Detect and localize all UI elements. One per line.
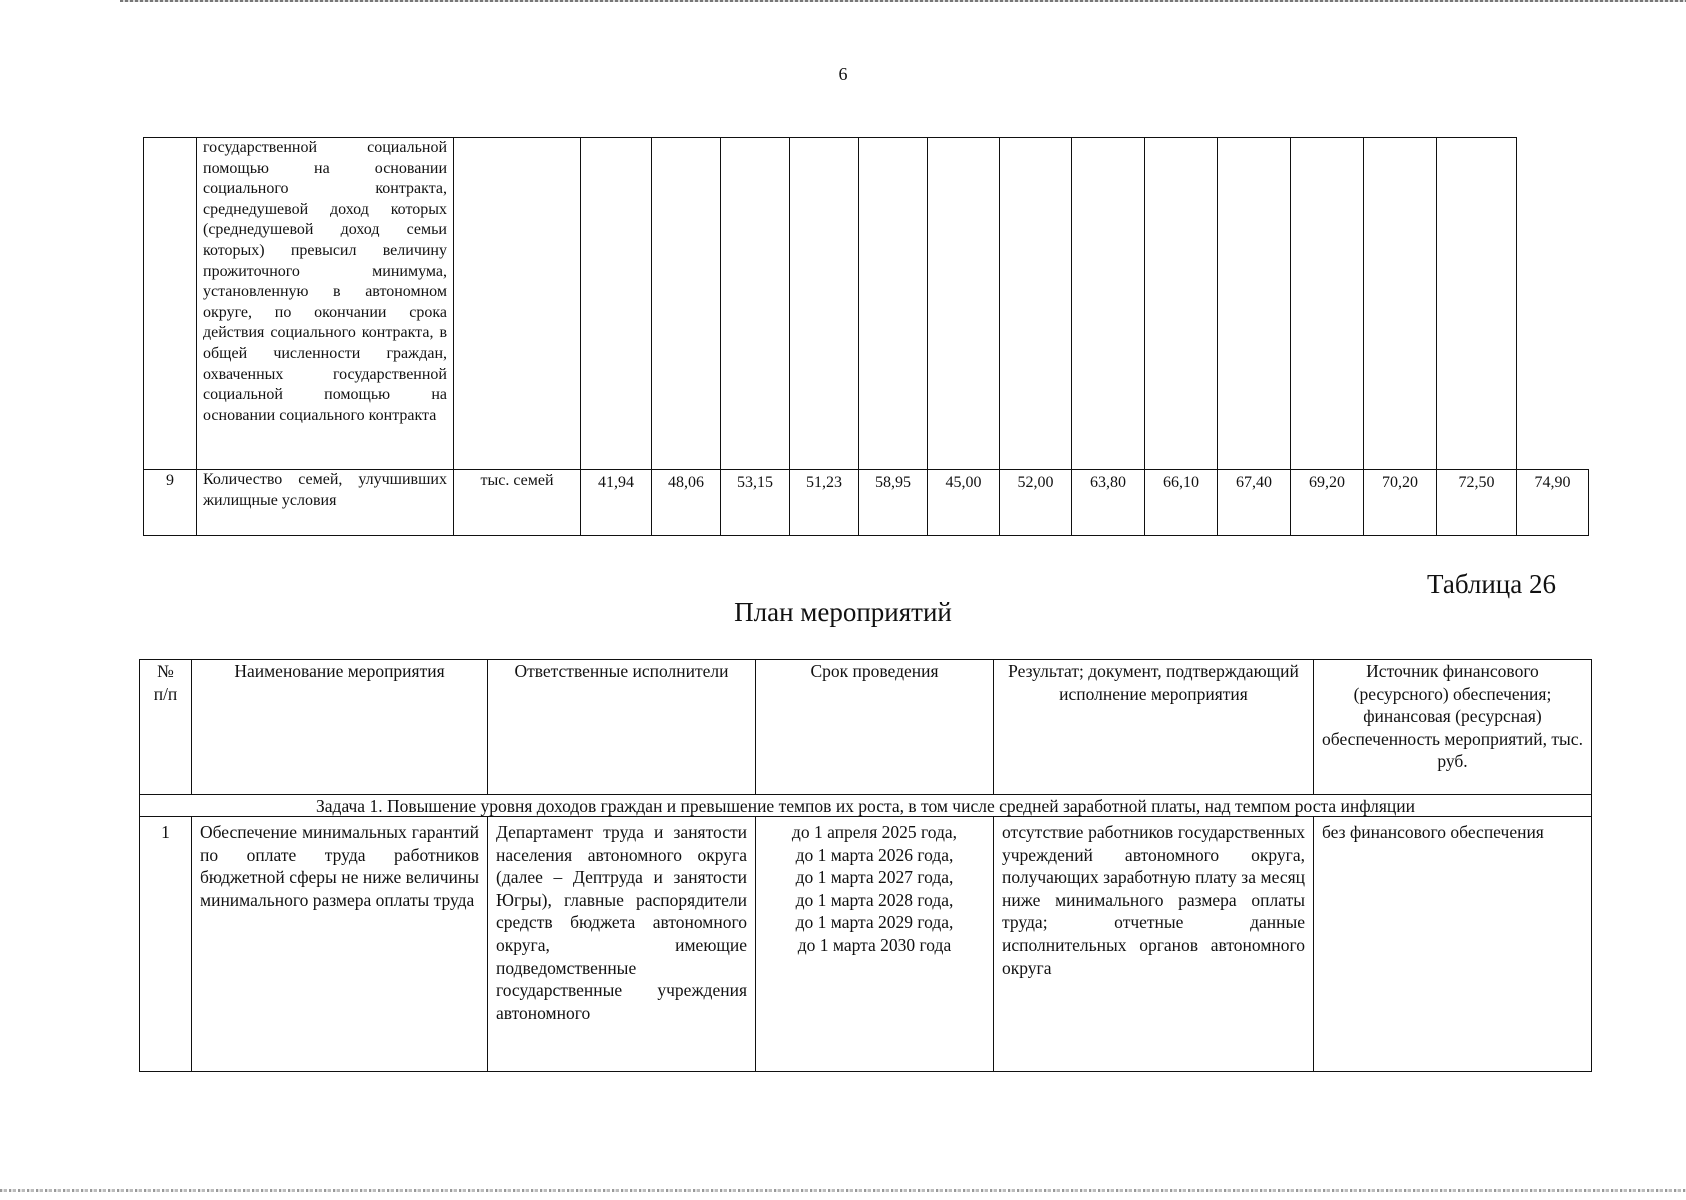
indicator-value: 67,40 [1218, 470, 1291, 536]
header-result: Результат; документ, подтверждающий исполнение мероприятия [994, 660, 1314, 795]
indicator-value: 51,23 [790, 470, 859, 536]
table-row [140, 817, 1592, 1072]
indicators-table [143, 137, 1589, 536]
indicator-value: 72,50 [1437, 470, 1517, 536]
indicator-value: 63,80 [1072, 470, 1145, 536]
indicator-value: 66,10 [1145, 470, 1218, 536]
indicator-value [1145, 138, 1218, 470]
plan-table [139, 659, 1592, 1072]
indicator-value [581, 138, 652, 470]
indicator-value [928, 138, 1000, 470]
task-title: Задача 1. Повышение уровня доходов граждан и превышение темпов их роста, в том числе средней заработной платы, над темпом роста инфляции [140, 795, 1592, 817]
header-name: Наименование мероприятия [192, 660, 488, 795]
activity-deadline [756, 817, 994, 1072]
indicator-value: 45,00 [928, 470, 1000, 536]
indicator-value: 52,00 [1000, 470, 1072, 536]
indicator-name: государственной социальной помощью на основании социального контракта, среднедушевой доход которых (среднедушевой доход семьи которых) превысил величину прожиточного минимума, установленную в автономном округе, по окончании срока действия социального контракта, в общей численности граждан, охваченных государственной социальной помощью на основании социального контракта [197, 138, 454, 470]
table-number: Таблица 26 [1427, 569, 1556, 599]
indicator-unit [454, 138, 581, 470]
indicator-value: 58,95 [859, 470, 928, 536]
indicator-name: Количество семей, улучшивших жилищные условия [197, 470, 454, 536]
deadline-line: до 1 апреля 2025 года, [791, 822, 958, 842]
indicator-value [790, 138, 859, 470]
indicator-value [1437, 138, 1517, 470]
deadline-line: до 1 марта 2026 года, [795, 844, 954, 865]
table-row [144, 470, 1589, 536]
deadline-line: до 1 марта 2030 года [797, 934, 952, 955]
header-source: Источник финансового (ресурсного) обеспечения; финансовая (ресурсная) обеспеченность мероприятий, тыс. руб. [1314, 660, 1592, 795]
indicator-value [721, 138, 790, 470]
activity-executors: Департамент труда и занятости населения автономного округа (далее – Дептруда и занятости Югры), главные распорядители средств бюджета автономного округа, имеющие подведомственные государственные учреждения автономного [488, 817, 756, 1072]
deadline-line: до 1 марта 2029 года, [795, 912, 954, 933]
page-number: 6 [838, 64, 848, 84]
scan-edge-bottom [0, 1189, 1686, 1192]
header-num: № п/п [140, 660, 192, 795]
deadline-line: до 1 марта 2028 года, [795, 889, 954, 910]
row-number: 1 [140, 817, 192, 1072]
indicator-value [1364, 138, 1437, 470]
table-header-row [140, 660, 1592, 795]
indicator-value [652, 138, 721, 470]
activity-funding-source: без финансового обеспечения [1314, 817, 1592, 1072]
indicator-value: 70,20 [1364, 470, 1437, 536]
indicator-value [1000, 138, 1072, 470]
indicator-value: 53,15 [721, 470, 790, 536]
scan-edge-top [120, 0, 1686, 2]
indicator-value [1218, 138, 1291, 470]
indicator-unit: тыс. семей [454, 470, 581, 536]
indicator-value: 74,90 [1517, 470, 1589, 536]
table-title: План мероприятий [734, 597, 952, 627]
indicator-value [859, 138, 928, 470]
indicator-value: 69,20 [1291, 470, 1364, 536]
activity-name: Обеспечение минимальных гарантий по оплате труда работников бюджетной сферы не ниже величины минимального размера оплаты труда [192, 817, 488, 1072]
indicator-value: 48,06 [652, 470, 721, 536]
activity-result: отсутствие работников государственных учреждений автономного округа, получающих заработную плату за месяц ниже минимального размера оплаты труда; отчетные данные исполнительных органов автономного округа [994, 817, 1314, 1072]
header-executors: Ответственные исполнители [488, 660, 756, 795]
header-deadline: Срок проведения [756, 660, 994, 795]
indicator-value [1291, 138, 1364, 470]
table-row [144, 138, 1589, 470]
task-row [140, 795, 1592, 817]
row-number [144, 138, 197, 470]
indicator-value [1072, 138, 1145, 470]
indicator-value: 41,94 [581, 470, 652, 536]
deadline-line: до 1 марта 2027 года, [795, 867, 954, 888]
row-number: 9 [144, 470, 197, 536]
